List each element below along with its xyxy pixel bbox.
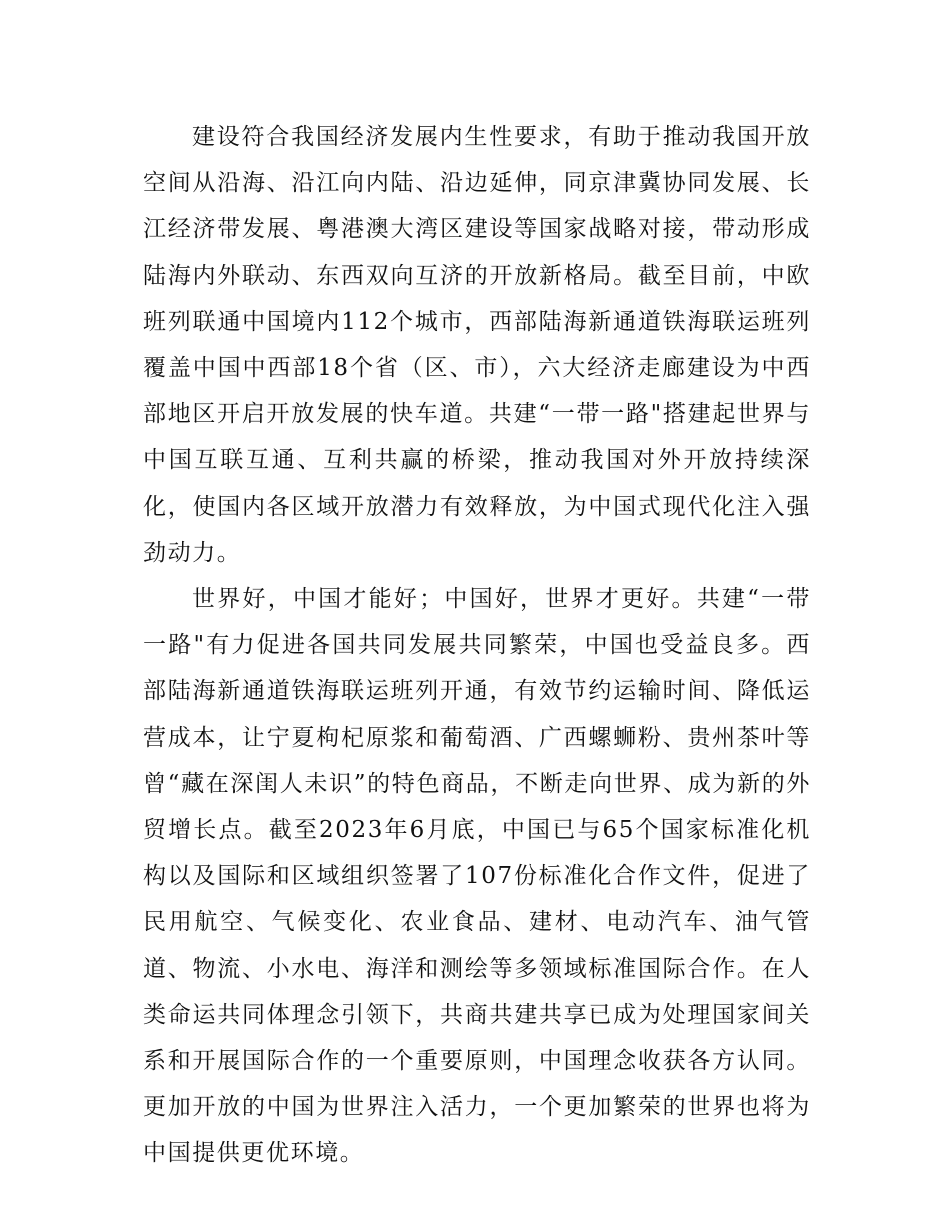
paragraph-2: 世界好，中国才能好；中国好，世界才更好。共建“一带一路"有力促进各国共同发展共同繁荣，中国也受益良多。西部陆海新通道铁海联运班列开通，有效节约运输时间、降低运营成本，让宁夏枸杞原浆和葡萄酒、广西螺蛳粉、贵州茶叶等曾“藏在深闺人未识”的特色商品，不断走向世界、成为新的外贸增长点。截至2023年6月底，中国已与65个国家标准化机构以及国际和区域组织签署了107份标准化合作文件，促进了民用航空、气候变化、农业食品、建材、电动汽车、油气管道、物流、小水电、海洋和测绘等多领域标准国际合作。在人类命运共同体理念引领下，共商共建共享已成为处理国家间关系和开展国际合作的一个重要原则，中国理念收获各方认同。更加开放的中国为世界注入活力，一个更加繁荣的世界也将为中国提供更优环境。	[143, 586, 811, 1167]
paragraph-1: 建设符合我国经济发展内生性要求，有助于推动我国开放空间从沿海、沿江向内陆、沿边延伸，同京津冀协同发展、长江经济带发展、粤港澳大湾区建设等国家战略对接，带动形成陆海内外联动、东西双向互济的开放新格局。截至目前，中欧班列联通中国境内112个城市，西部陆海新通道铁海联运班列覆盖中国中西部18个省（区、市），六大经济走廊建设为中西部地区开启开放发展的快车道。共建“一带一路"搭建起世界与中国互联互通、互利共赢的桥梁，推动我国对外开放持续深化，使国内各区域开放潜力有效释放，为中国式现代化注入强劲动力。	[143, 124, 811, 566]
document-body	[143, 114, 811, 1177]
